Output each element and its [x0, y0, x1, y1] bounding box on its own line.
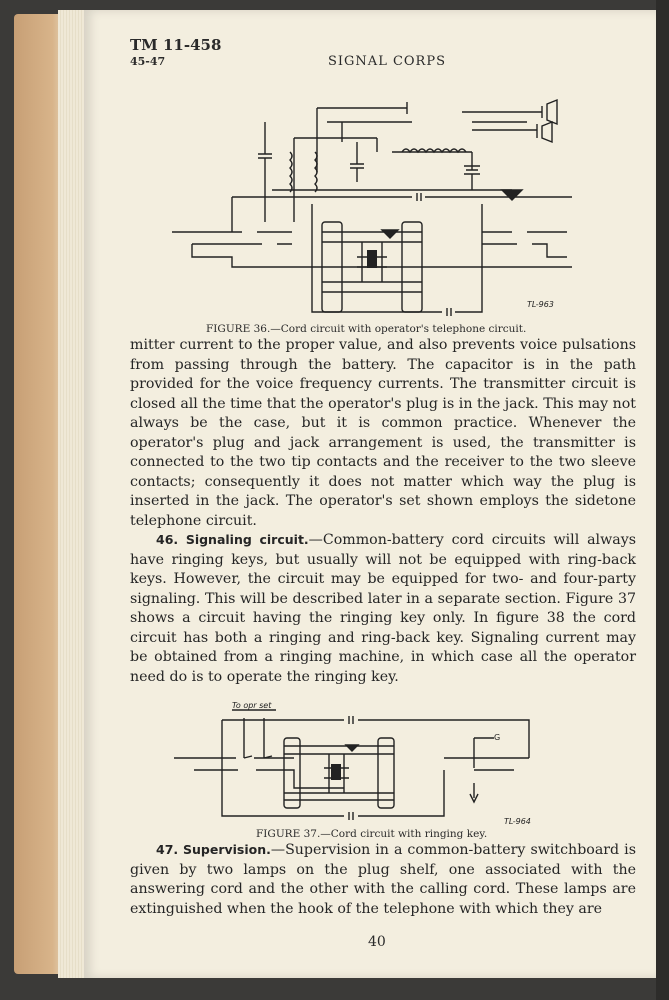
section-46	[130, 530, 636, 687]
page-number: 40	[368, 934, 386, 950]
running-title: SIGNAL CORPS	[328, 54, 446, 69]
section-range: 45-47	[130, 55, 166, 68]
figure-36-caption: FIGURE 36.—Cord circuit with operator's telephone circuit.	[206, 323, 527, 335]
figure-37-caption: FIGURE 37.—Cord circuit with ringing key.	[256, 828, 488, 840]
section-47-text: —Supervision in a common-battery switchboard is given by two lamps on the plug shelf, one associated with the answering cord and the other with the calling cord. These lamps are extinguished when the hook of the telephone with which they are	[130, 842, 636, 917]
section-47-heading: 47. Supervision.	[156, 842, 271, 857]
figure-37-code: TL-964	[504, 817, 531, 826]
section-46-heading: 46. Signaling circuit.	[156, 532, 309, 547]
section-46-text: —Common-battery cord circuits will always have ringing keys, but usually will not be equipped with ring-back keys. However, the circuit may be equipped for two- and four-party signaling. This will be described later in a separate section. Figure 37 shows a circuit having the ringing key only. In figure 38 the cord circuit has both a ringing and ring-back key. Signaling current may be obtained from a ringing machine, in which case all the operator need do is to operate the ringing key.	[130, 532, 636, 685]
manual-number: TM 11-458	[130, 36, 222, 54]
figure-37-opr-label: To opr set	[232, 701, 272, 710]
figure-37-g-label: G	[494, 733, 501, 742]
book-spine-shadow	[656, 0, 669, 1000]
book-page	[84, 10, 656, 978]
section-47	[130, 840, 636, 919]
paragraph-45-continued: mitter current to the proper value, and also prevents voice pulsations from passing through the battery. The capacitor is in the path provided for the voice frequency currents. The transmitter circuit is closed all the time that the operator's plug is in the jack. This may not always be the case, but it is common practice. Whenever the operator's plug and jack arrangement is used, the transmitter is connected to the two tip contacts and the receiver to the two sleeve contacts; consequently it does not matter which way the plug is inserted in the jack. The operator's set shown employs the sidetone telephone circuit.	[130, 337, 636, 529]
figure-37-diagram	[174, 698, 574, 833]
figure-36-diagram	[172, 82, 572, 322]
figure-36-code: TL-963	[527, 300, 554, 309]
